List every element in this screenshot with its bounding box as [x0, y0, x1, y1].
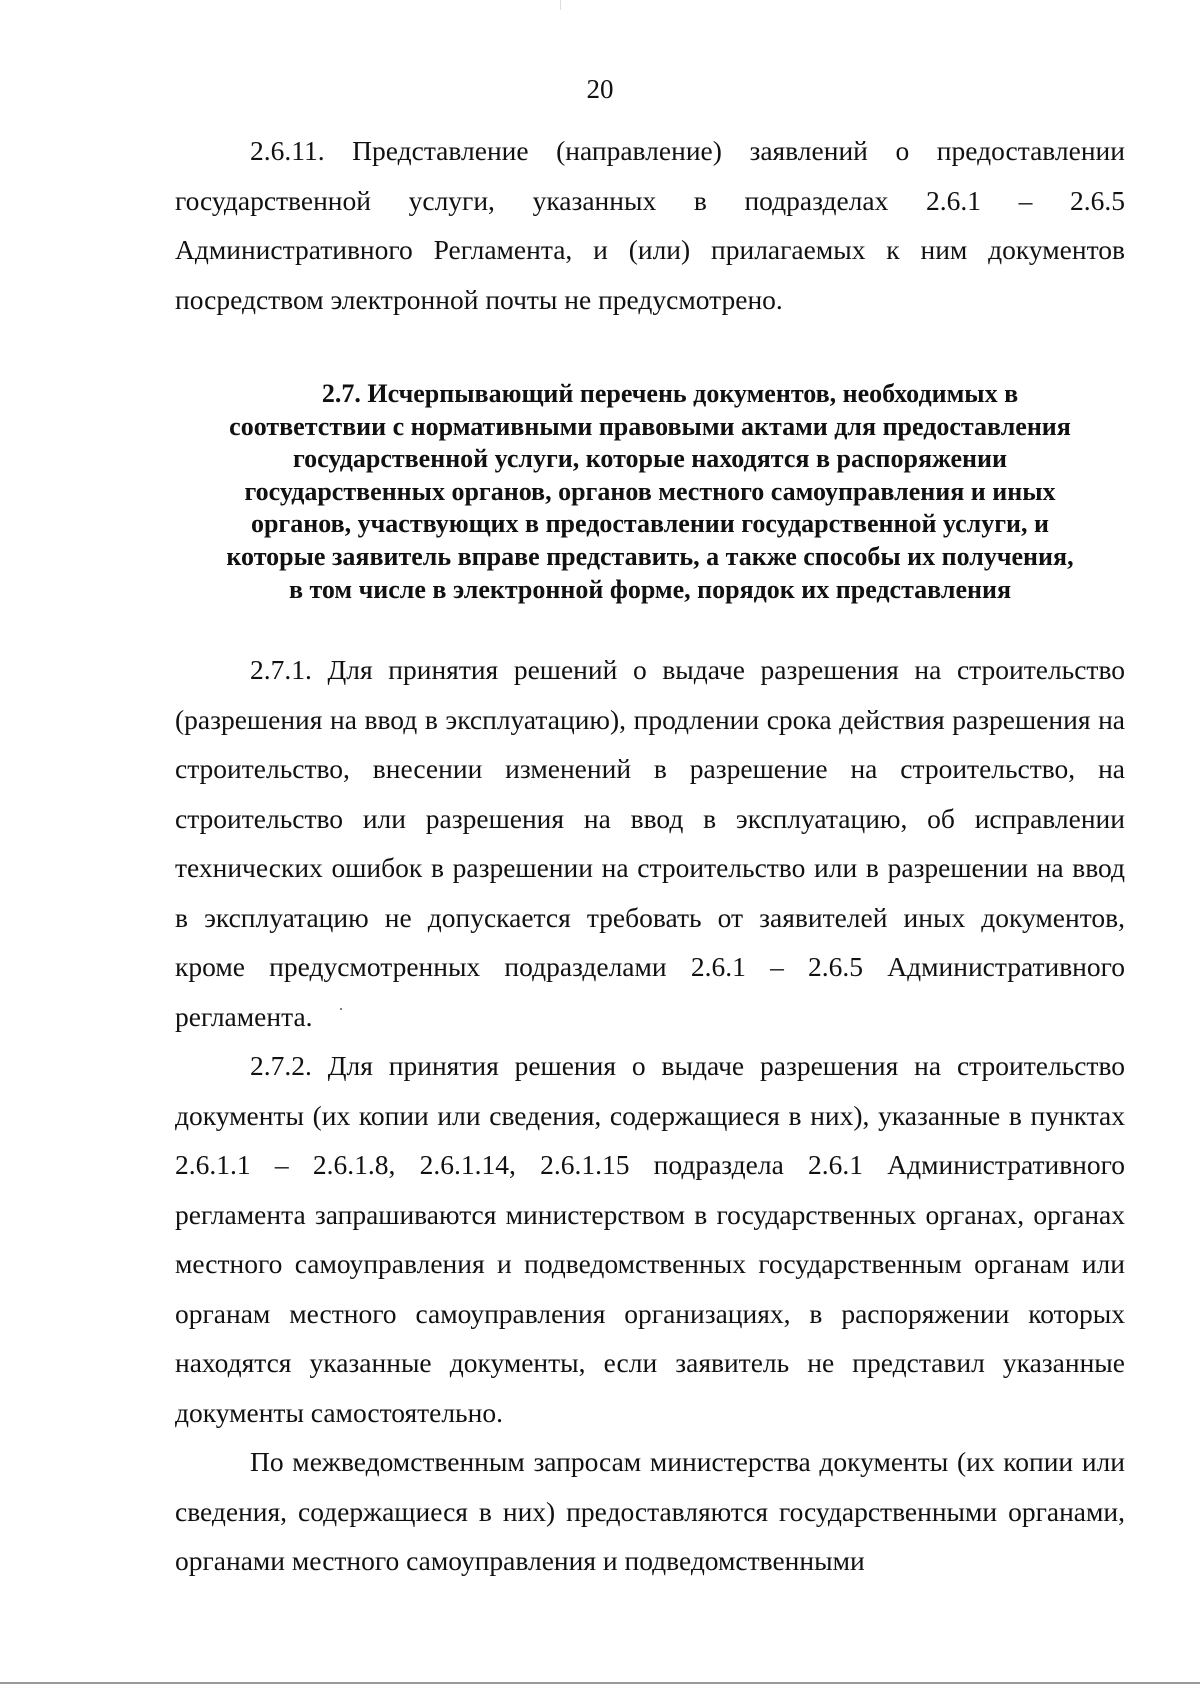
heading-line: в том числе в электронной форме, порядок их представления — [288, 574, 1012, 604]
paragraph-interagency-requests: По межведомственным запросам министерства документы (их копии или сведения, содержащиеся в них) предоставляются государственными органами, органами местного самоуправления и подведомственными — [175, 1446, 1125, 1576]
paragraph-2-6-11: 2.6.11. Представление (направление) заявлений о предоставлении государственной услуги, указанных в подразделах 2.6.1 – 2.6.5 Административного Регламента, и (или) прилагаемых к ним документов посредством электронной почты не предусмотрено. — [175, 135, 1125, 315]
heading-line: государственной услуги, которые находятся в распоряжении — [293, 444, 1007, 474]
scan-artifact-tick — [560, 0, 561, 10]
section-heading-2-7 — [175, 378, 1125, 606]
paragraph-2-7-1: 2.7.1. Для принятия решений о выдаче разрешения на строительство (разрешения на ввод в эксплуатацию), продлении срока действия разрешения на строительство, внесении изменений в разрешение на строительство, на строительство или разрешения на ввод в эксплуатацию, об исправлении технических ошибок в разрешении на строительство или в разрешении на ввод в эксплуатацию не допускается требовать от заявителей иных документов, кроме предусмотренных подразделами 2.6.1 – 2.6.5 Административного регламента. — [175, 654, 1125, 1032]
section-2-7-body — [175, 645, 1125, 1586]
section-2-6-11 — [175, 126, 1125, 324]
heading-line: которые заявитель вправе представить, а также способы их получения, — [226, 541, 1074, 571]
heading-line: государственных органов, органов местного самоуправления и иных — [244, 476, 1056, 506]
page-number: 20 — [586, 74, 614, 104]
heading-line: соответствии с нормативными правовыми актами для предоставления — [229, 411, 1071, 441]
scan-artifact-dot — [340, 1008, 342, 1010]
heading-line: органов, участвующих в предоставлении государственной услуги, и — [250, 509, 1050, 539]
heading-line: 2.7. Исчерпывающий перечень документов, необходимых в — [321, 379, 1019, 408]
scan-bottom-edge — [0, 1682, 1200, 1684]
paragraph-2-7-2: 2.7.2. Для принятия решения о выдаче разрешения на строительство документы (их копии или сведения, содержащиеся в них), указанные в пунктах 2.6.1.1 – 2.6.1.8, 2.6.1.14, 2.6.1.15 подраздела 2.6.1 Административного регламента запрашиваются министерством в государственных органах, органах местного самоуправления и подведомственных государственным органам или органам местного самоуправления организациях, в распоряжении которых находятся указанные документы, если заявитель не представил указанные документы самостоятельно. — [175, 1050, 1125, 1428]
